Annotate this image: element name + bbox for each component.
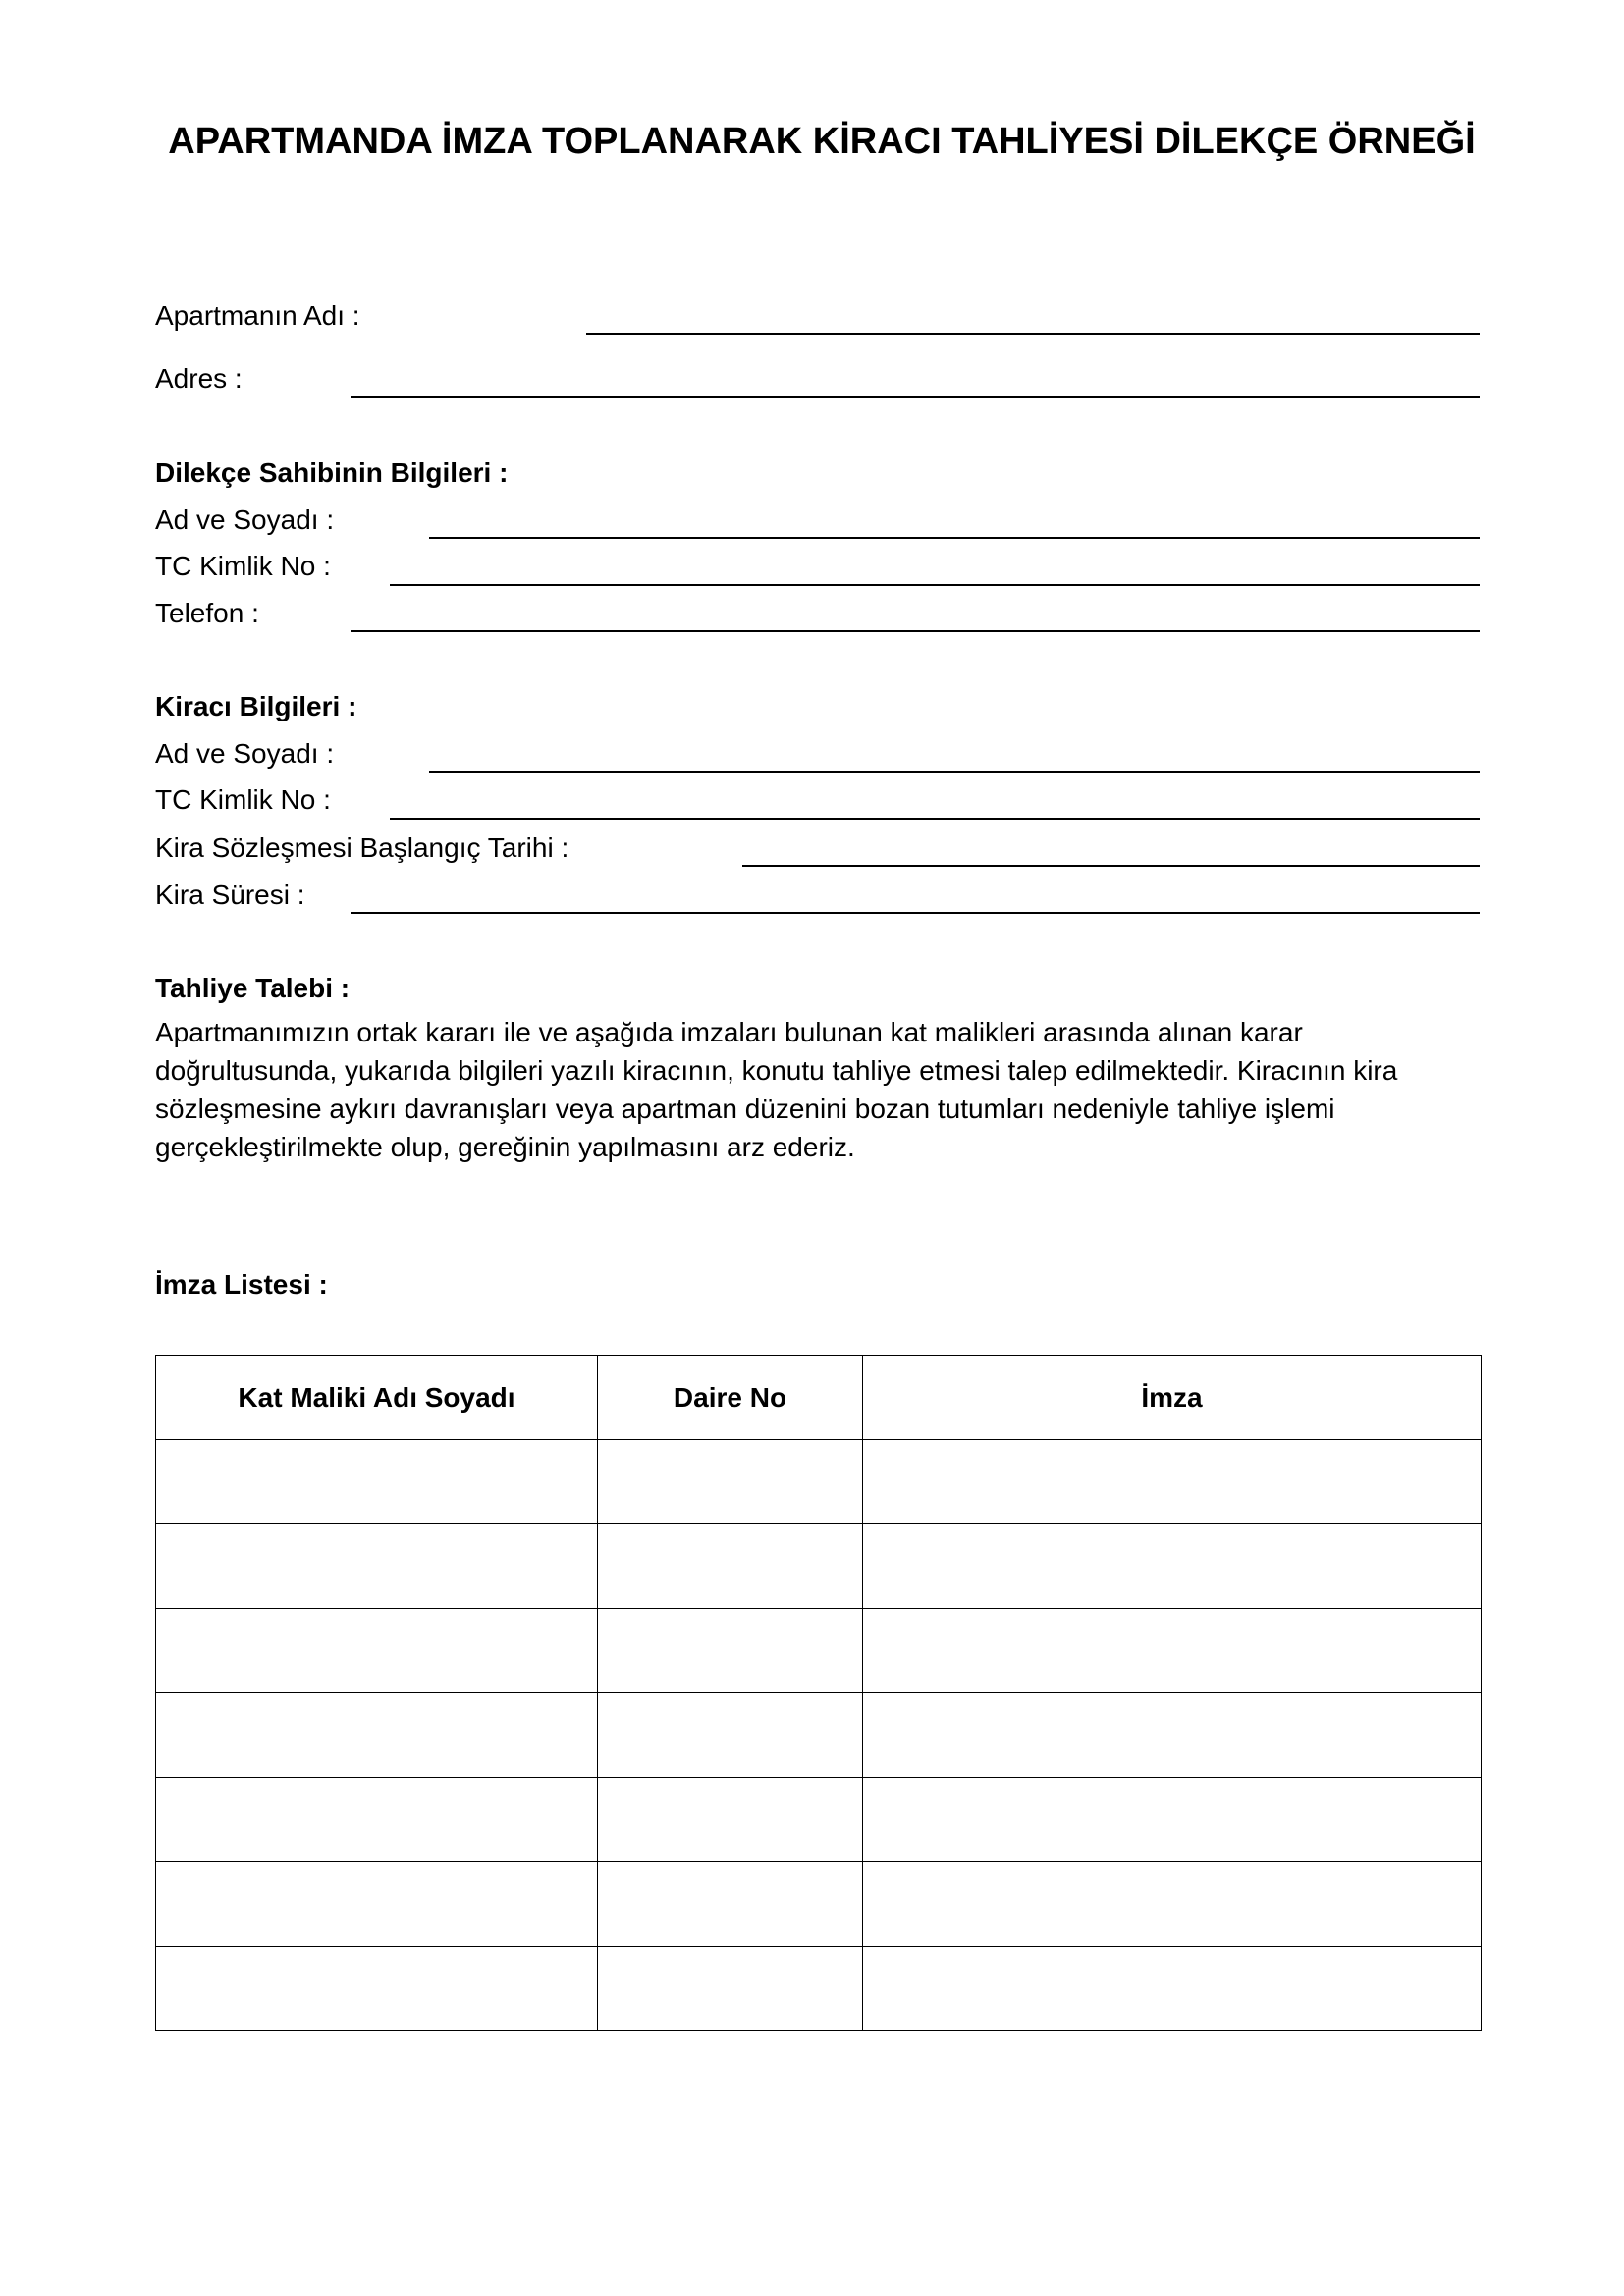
table-row bbox=[156, 1947, 1482, 2031]
owner-name-cell[interactable] bbox=[156, 1440, 598, 1524]
tenant-id-field[interactable] bbox=[390, 818, 1480, 820]
tenant-name-label: Ad ve Soyadı : bbox=[155, 738, 335, 769]
owner-name-cell[interactable] bbox=[156, 1947, 598, 2031]
address-field[interactable] bbox=[351, 396, 1480, 398]
petitioner-id-label: TC Kimlik No : bbox=[155, 551, 331, 581]
table-row bbox=[156, 1609, 1482, 1693]
signature-list-heading: İmza Listesi : bbox=[155, 1269, 328, 1300]
table-row bbox=[156, 1778, 1482, 1862]
table-row bbox=[156, 1524, 1482, 1609]
table-row bbox=[156, 1862, 1482, 1947]
signature-cell[interactable] bbox=[863, 1440, 1482, 1524]
flat-no-cell[interactable] bbox=[598, 1524, 863, 1609]
flat-no-cell[interactable] bbox=[598, 1609, 863, 1693]
tenant-name-field[interactable] bbox=[429, 771, 1480, 773]
flat-no-cell[interactable] bbox=[598, 1440, 863, 1524]
petitioner-name-label: Ad ve Soyadı : bbox=[155, 505, 335, 535]
owner-name-cell[interactable] bbox=[156, 1778, 598, 1862]
signature-cell[interactable] bbox=[863, 1524, 1482, 1609]
lease-start-field[interactable] bbox=[742, 865, 1480, 867]
owner-name-cell[interactable] bbox=[156, 1524, 598, 1609]
column-flat-no: Daire No bbox=[598, 1356, 863, 1440]
flat-no-cell[interactable] bbox=[598, 1947, 863, 2031]
signature-table bbox=[155, 1355, 1482, 2031]
flat-no-cell[interactable] bbox=[598, 1778, 863, 1862]
request-heading: Tahliye Talebi : bbox=[155, 973, 351, 1003]
column-owner-name: Kat Maliki Adı Soyadı bbox=[156, 1356, 598, 1440]
petitioner-id-field[interactable] bbox=[390, 584, 1480, 586]
document-title: APARTMANDA İMZA TOPLANARAK KİRACI TAHLİYESİ DİLEKÇE ÖRNEĞİ bbox=[168, 121, 1476, 162]
building-name-label: Apartmanın Adı : bbox=[155, 300, 360, 331]
tenant-id-label: TC Kimlik No : bbox=[155, 784, 331, 815]
lease-duration-label: Kira Süresi : bbox=[155, 880, 305, 910]
signature-cell[interactable] bbox=[863, 1778, 1482, 1862]
flat-no-cell[interactable] bbox=[598, 1693, 863, 1778]
column-signature: İmza bbox=[863, 1356, 1482, 1440]
lease-duration-field[interactable] bbox=[351, 912, 1480, 914]
address-label: Adres : bbox=[155, 363, 243, 394]
table-row bbox=[156, 1440, 1482, 1524]
petitioner-phone-label: Telefon : bbox=[155, 598, 259, 628]
flat-no-cell[interactable] bbox=[598, 1862, 863, 1947]
tenant-heading: Kiracı Bilgileri : bbox=[155, 691, 357, 721]
signature-cell[interactable] bbox=[863, 1862, 1482, 1947]
table-row bbox=[156, 1693, 1482, 1778]
building-name-field[interactable] bbox=[586, 333, 1480, 335]
signature-cell[interactable] bbox=[863, 1947, 1482, 2031]
petitioner-phone-field[interactable] bbox=[351, 630, 1480, 632]
owner-name-cell[interactable] bbox=[156, 1862, 598, 1947]
owner-name-cell[interactable] bbox=[156, 1693, 598, 1778]
owner-name-cell[interactable] bbox=[156, 1609, 598, 1693]
lease-start-label: Kira Sözleşmesi Başlangıç Tarihi : bbox=[155, 832, 569, 863]
signature-cell[interactable] bbox=[863, 1609, 1482, 1693]
petitioner-name-field[interactable] bbox=[429, 537, 1480, 539]
request-text: Apartmanımızın ortak kararı ile ve aşağıda imzaları bulunan kat malikleri arasında alınan karar doğrultusunda, yukarıda bilgileri yazılı kiracının, konutu tahliye etmesi talep edilmektedir. Kiracının kira sözleşmesine aykırı davranışları veya apartman düzenini bozan tutumları nedeniyle tahliye işlemi gerçekleştirilmekte olup, gereğinin yapılmasını arz ederiz. bbox=[155, 1017, 1398, 1162]
signature-cell[interactable] bbox=[863, 1693, 1482, 1778]
signature-table-header bbox=[156, 1356, 1482, 1440]
petitioner-heading: Dilekçe Sahibinin Bilgileri : bbox=[155, 457, 509, 488]
